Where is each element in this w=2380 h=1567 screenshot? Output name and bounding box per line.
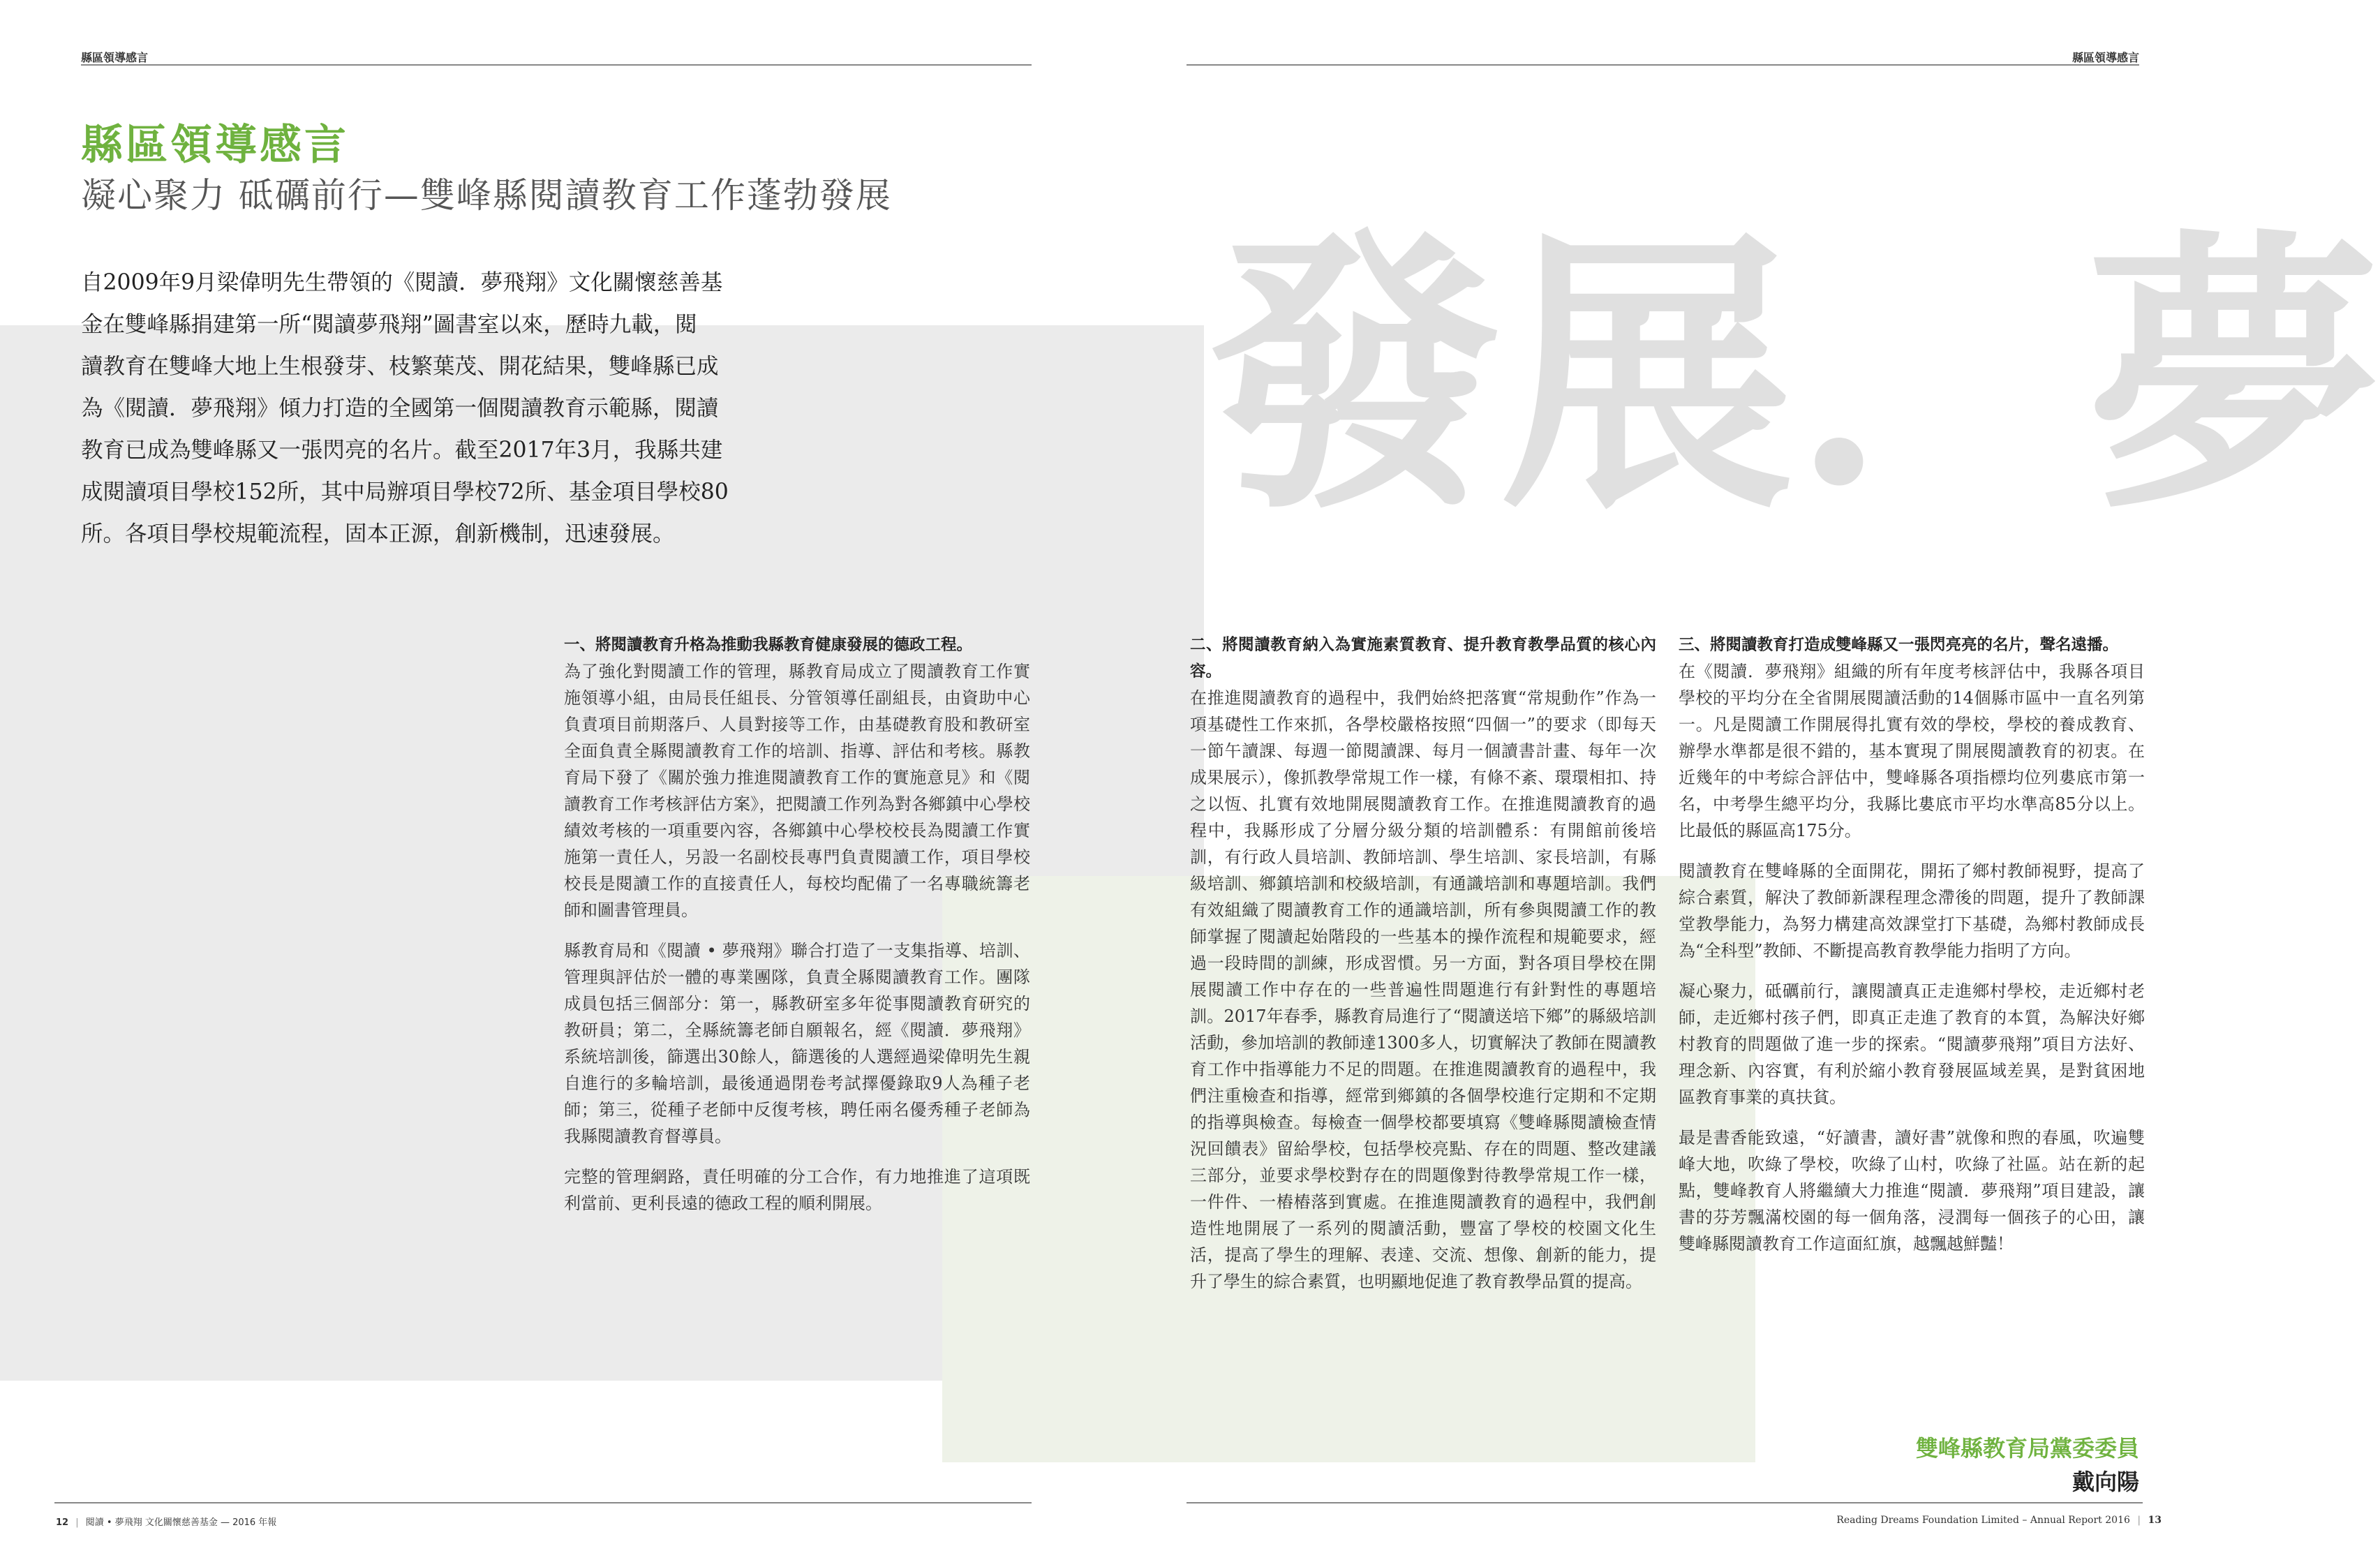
left-footer-text: 閱讀 • 夢飛翔 文化關懷慈善基金 — 2016 年報: [85, 1517, 277, 1528]
left-header-rule: [81, 64, 1032, 66]
column-2: [1190, 632, 1656, 1309]
column-3-paragraph: 最是書香能致遠，“好讀書，讀好書”就像和煦的春風，吹遍雙峰大地，吹綠了學校，吹綠了山村，吹綠了社區。站在新的起點，雙峰教育人將繼續大力推進“閱讀．夢飛翔”項目建設，讓書的芬芳飄滿校園的每一個角落，浸潤每一個孩子的心田，讓雙峰縣閱讀教育工作這面紅旗，越飄越鮮豔！: [1679, 1128, 2145, 1254]
column-1-paragraph: 縣教育局和《閱讀 • 夢飛翔》聯合打造了一支集指導、培訓、管理與評估於一體的專業團隊，負責全縣閱讀教育工作。團隊成員包括三個部分：第一，縣教研室多年從事閱讀教育研究的教研員；第二，全縣統籌老師自願報名，經《閱讀．夢飛翔》系統培訓後，篩選出30餘人，篩選後的人選經過梁偉明先生親自進行的多輪培訓，最後通過閉卷考試擇優錄取9人為種子老師；第三，從種子老師中反復考核，聘任兩名優秀種子老師為我縣閱讀教育督導員。: [564, 941, 1030, 1146]
intro-line: 教育已成為雙峰縣又一張閃亮的名片。截至2017年3月，我縣共建: [81, 438, 723, 463]
intro-line: 自2009年9月梁偉明先生帶領的《閱讀．夢飛翔》文化關懷慈善基: [81, 270, 723, 295]
column-1-heading: 一、將閱讀教育升格為推動我縣教育健康發展的德政工程。: [564, 636, 973, 654]
column-1-paragraph: 為了強化對閱讀工作的管理，縣教育局成立了閱讀教育工作實施領導小組，由局長任組長、分管領導任副組長，由資助中心負責項目前期落戶、人員對接等工作，由基礎教育股和教研室全面負責全縣閱讀教育工作的培訓、指導、評估和考核。縣教育局下發了《關於強力推進閱讀教育工作的實施意見》和《閱讀教育工作考核評估方案》，把閱讀工作列為對各鄉鎮中心學校績效考核的一項重要內容，各鄉鎮中心學校校長為閱讀工作實施第一責任人，另設一名副校長專門負責閱讀工作，項目學校校長是閱讀工作的直接責任人，每校均配備了一名專職統籌老師和圖書管理員。: [564, 662, 1030, 920]
right-running-header: 縣區領導感言: [2072, 51, 2139, 64]
column-3-paragraph: 凝心聚力，砥礪前行，讓閱讀真正走進鄉村學校，走近鄉村老師，走近鄉村孩子們，即真正走進了教育的本質，為解決好鄉村教育的問題做了進一步的探索。“閱讀夢飛翔”項目方法好、理念新、內容實，有利於縮小教育發展區域差異，是對貧困地區教育事業的真扶貧。: [1679, 981, 2145, 1107]
page-title: 縣區領導感言: [81, 121, 349, 170]
intro-line: 金在雙峰縣捐建第一所“閱讀夢飛翔”圖書室以來，歷時九載，閱: [81, 312, 697, 337]
intro-line: 成閱讀項目學校152所，其中局辦項目學校72所、基金項目學校80: [81, 480, 729, 505]
column-1: [564, 632, 1030, 1231]
page-number-left: 12: [56, 1517, 69, 1528]
column-3-heading: 三、將閱讀教育打造成雙峰縣又一張閃亮亮的名片，聲名遠播。: [1679, 636, 2119, 654]
intro-line: 所。各項目學校規範流程，固本正源，創新機制，迅速發展。: [81, 521, 675, 547]
page-subtitle: 凝心聚力 砥礪前行—雙峰縣閱讀教育工作蓬勃發展: [81, 175, 892, 216]
right-footer: Reading Dreams Foundation Limited – Annual Report 2016 | 13: [1836, 1515, 2162, 1526]
column-2-paragraph: 在推進閱讀教育的過程中，我們始終把落實“常規動作”作為一項基礎性工作來抓，各學校嚴格按照“四個一”的要求（即每天一節午讀課、每週一節閱讀課、每月一個讀書計畫、每年一次成果展示），像抓教學常規工作一樣，有條不紊、環環相扣、持之以恆、扎實有效地開展閱讀教育工作。在推進閱讀教育的過程中，我縣形成了分層分級分類的培訓體系：有開館前後培訓，有行政人員培訓、教師培訓、學生培訓、家長培訓，有縣級培訓、鄉鎮培訓和校級培訓，有通識培訓和專題培訓。我們有效組織了閱讀教育工作的通識培訓，所有參與閱讀工作的教師掌握了閱讀起始階段的一些基本的操作流程和規範要求，經過一段時間的訓練，形成習慣。另一方面，對各項目學校在開展閱讀工作中存在的一些普遍性問題進行有針對性的專題培訓。2017年春季，縣教育局進行了“閱讀送培下鄉”的縣級培訓活動，參加培訓的教師達1300多人，切實解決了教師在閱讀教育工作中指導能力不足的問題。在推進閱讀教育的過程中，我們注重檢查和指導，經常到鄉鎮的各個學校進行定期和不定期的指導與檢查。每檢查一個學校都要填寫《雙峰縣閱讀檢查情況回饋表》留給學校，包括學校亮點、存在的問題、整改建議三部分，並要求學校對存在的問題像對待教學常規工作一樣，一件件、一樁樁落到實處。在推進閱讀教育的過程中，我們創造性地開展了一系列的閱讀活動，豐富了學校的校園文化生活，提高了學生的理解、表達、交流、想像、創新的能力，提升了學生的綜合素質，也明顯地促進了教育教學品質的提高。: [1190, 688, 1656, 1291]
signature-name: 戴向陽: [2072, 1469, 2139, 1495]
intro-line: 讀教育在雙峰大地上生根發芽、枝繁葉茂、開花結果，雙峰縣已成: [81, 354, 719, 379]
signature-position: 雙峰縣教育局黨委委員: [1915, 1435, 2139, 1462]
right-header-rule: [1187, 64, 2139, 66]
left-footer: 12 | 閱讀 • 夢飛翔 文化關懷慈善基金 — 2016 年報: [56, 1517, 277, 1528]
right-footer-rule: [1187, 1502, 2143, 1503]
column-3-paragraph: 閱讀教育在雙峰縣的全面開花，開拓了鄉村教師視野，提高了綜合素質，解決了教師新課程理念滯後的問題，提升了教師課堂教學能力，為努力構建高效課堂打下基礎，為鄉村教師成長為“全科型”教師、不斷提高教育教學能力指明了方向。: [1679, 861, 2145, 960]
page-number-right: 13: [2148, 1515, 2162, 1526]
intro-line: 為《閱讀．夢飛翔》傾力打造的全國第一個閱讀教育示範縣，閱讀: [81, 396, 719, 421]
intro-paragraph: [81, 262, 754, 555]
calligraphy-watermark: 發展．夢: [1207, 205, 2380, 549]
right-footer-text: Reading Dreams Foundation Limited – Annual Report 2016: [1836, 1515, 2130, 1526]
left-running-header: 縣區領導感言: [81, 51, 149, 64]
column-1-paragraph: 完整的管理網路，責任明確的分工合作，有力地推進了這項既利當前、更利長遠的德政工程的順利開展。: [564, 1167, 1030, 1213]
column-2-heading: 二、將閱讀教育納入為實施素質教育、提升教育教學品質的核心內容。: [1190, 636, 1656, 681]
column-3: [1679, 632, 2145, 1271]
left-footer-rule: [54, 1502, 1032, 1503]
column-3-paragraph: 在《閱讀．夢飛翔》組織的所有年度考核評估中，我縣各項目學校的平均分在全省開展閱讀活動的14個縣市區中一直名列第一。凡是閱讀工作開展得扎實有效的學校，學校的養成教育、辦學水準都是很不錯的，基本實現了開展閱讀教育的初衷。在近幾年的中考綜合評估中，雙峰縣各項指標均位列婁底市第一名，中考學生總平均分，我縣比婁底市平均水準高85分以上。比最低的縣區高175分。: [1679, 662, 2145, 840]
